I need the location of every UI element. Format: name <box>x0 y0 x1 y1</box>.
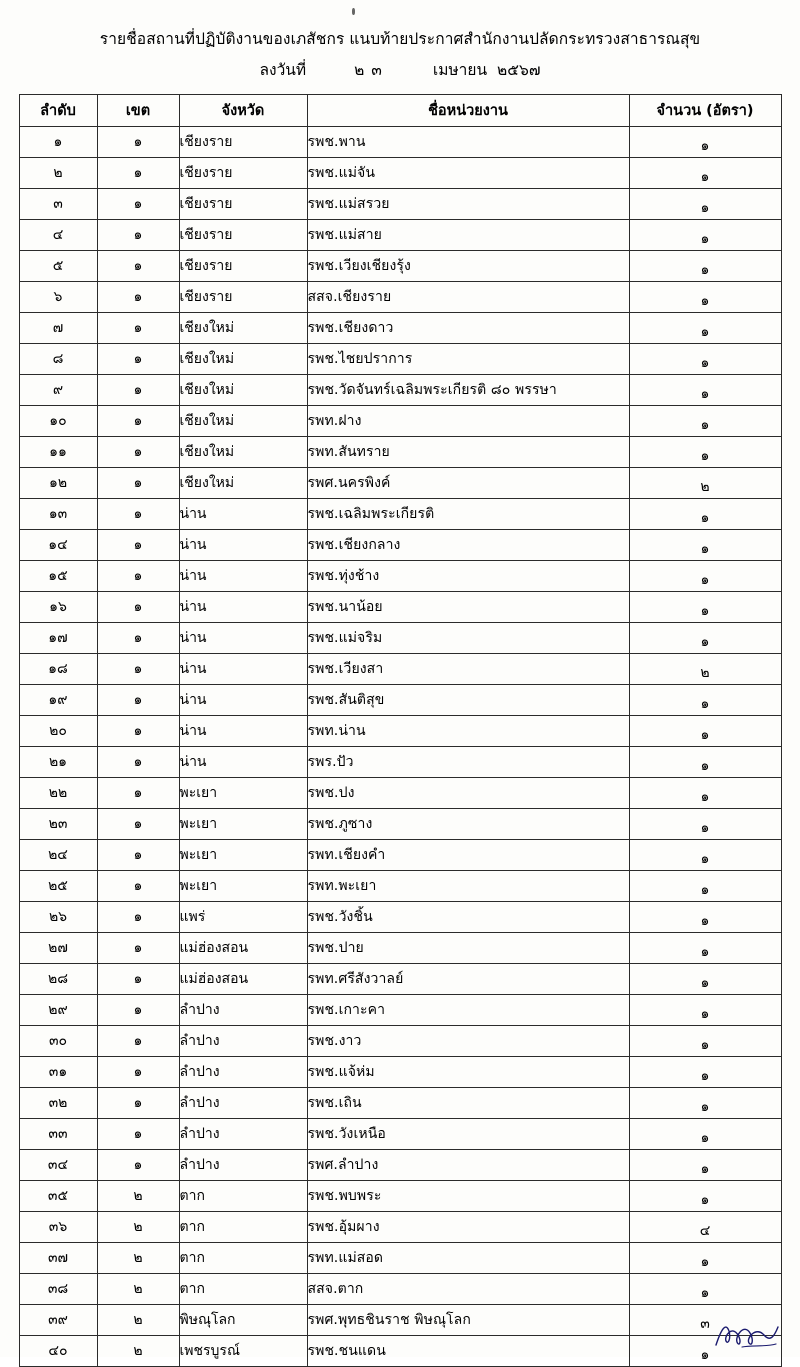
cell-count <box>629 685 781 716</box>
cell-unit: รพช.เชียงดาว <box>307 313 629 344</box>
cell-province: แพร่ <box>179 902 307 933</box>
cell-zone: ๑ <box>97 592 179 623</box>
cell-no: ๒๘ <box>19 964 97 995</box>
cell-count <box>629 623 781 654</box>
cell-zone: ๑ <box>97 964 179 995</box>
cell-no: ๑๖ <box>19 592 97 623</box>
table-row <box>19 499 781 530</box>
cell-zone: ๑ <box>97 840 179 871</box>
cell-unit: รพช.ปง <box>307 778 629 809</box>
cell-unit: สสจ.ตาก <box>307 1274 629 1305</box>
cell-unit: รพช.ภูซาง <box>307 809 629 840</box>
table-row <box>19 344 781 375</box>
cell-province: ลำปาง <box>179 1088 307 1119</box>
table-row <box>19 902 781 933</box>
cell-count-value: ๑ <box>700 1099 710 1115</box>
cell-unit: รพช.งาว <box>307 1026 629 1057</box>
cell-count-value: ๑ <box>700 696 710 712</box>
table-row <box>19 1336 781 1367</box>
cell-unit: รพศ.นครพิงค์ <box>307 468 629 499</box>
cell-count-value: ๑ <box>700 169 710 185</box>
cell-zone: ๑ <box>97 778 179 809</box>
document-header <box>0 0 800 82</box>
column-header-zone: เขต <box>97 95 179 127</box>
cell-province: น่าน <box>179 499 307 530</box>
cell-count <box>629 716 781 747</box>
cell-count <box>629 747 781 778</box>
cell-count <box>629 313 781 344</box>
cell-count <box>629 189 781 220</box>
cell-unit: รพช.สันติสุข <box>307 685 629 716</box>
cell-no: ๑๕ <box>19 561 97 592</box>
cell-province: พะเยา <box>179 778 307 809</box>
cell-count-value: ๑ <box>700 882 710 898</box>
cell-count-value: ๑ <box>700 1161 710 1177</box>
table-row <box>19 685 781 716</box>
table-row <box>19 127 781 158</box>
table-row <box>19 158 781 189</box>
document-title: รายชื่อสถานที่ปฏิบัติงานของเภสัชกร แนบท้ายประกาศสำนักงานปลัดกระทรวงสาธารณสุข <box>99 30 701 48</box>
cell-no: ๒๖ <box>19 902 97 933</box>
cell-count <box>629 809 781 840</box>
cell-no: ๑๑ <box>19 437 97 468</box>
cell-province: เชียงใหม่ <box>179 375 307 406</box>
date-day: ๒๓ <box>354 61 389 79</box>
cell-zone: ๑ <box>97 716 179 747</box>
cell-zone: ๑ <box>97 1026 179 1057</box>
table-row <box>19 995 781 1026</box>
cell-count-value: ๒ <box>700 479 710 495</box>
cell-count-value: ๑ <box>700 1006 710 1022</box>
cell-no: ๔๐ <box>19 1336 97 1367</box>
cell-no: ๒๔ <box>19 840 97 871</box>
cell-zone: ๑ <box>97 902 179 933</box>
cell-unit: รพท.เชียงคำ <box>307 840 629 871</box>
cell-no: ๑๙ <box>19 685 97 716</box>
cell-count-value: ๑ <box>700 386 710 402</box>
table-row <box>19 1274 781 1305</box>
cell-province: ตาก <box>179 1181 307 1212</box>
cell-no: ๓๑ <box>19 1057 97 1088</box>
cell-count <box>629 778 781 809</box>
table-row <box>19 933 781 964</box>
cell-zone: ๑ <box>97 189 179 220</box>
cell-zone: ๒ <box>97 1336 179 1367</box>
table-row <box>19 747 781 778</box>
cell-unit: รพช.ชนแดน <box>307 1336 629 1367</box>
cell-province: เชียงราย <box>179 251 307 282</box>
cell-count-value: ๔ <box>699 1223 711 1239</box>
table-row <box>19 220 781 251</box>
cell-count <box>629 964 781 995</box>
cell-count-value: ๑ <box>700 510 710 526</box>
cell-count <box>629 158 781 189</box>
page-top-mark <box>352 8 355 15</box>
table-row <box>19 561 781 592</box>
cell-no: ๔ <box>19 220 97 251</box>
table-row <box>19 1181 781 1212</box>
column-header-unit: ชื่อหน่วยงาน <box>307 95 629 127</box>
cell-unit: รพช.วังเหนือ <box>307 1119 629 1150</box>
cell-no: ๓๓ <box>19 1119 97 1150</box>
cell-no: ๗ <box>19 313 97 344</box>
cell-zone: ๑ <box>97 406 179 437</box>
cell-no: ๓๘ <box>19 1274 97 1305</box>
cell-province: เชียงราย <box>179 158 307 189</box>
cell-province: น่าน <box>179 685 307 716</box>
cell-unit: รพช.เวียงเชียงรุ้ง <box>307 251 629 282</box>
table-row <box>19 623 781 654</box>
cell-province: น่าน <box>179 654 307 685</box>
cell-count <box>629 1026 781 1057</box>
cell-no: ๒๓ <box>19 809 97 840</box>
cell-zone: ๒ <box>97 1305 179 1336</box>
cell-zone: ๑ <box>97 561 179 592</box>
cell-zone: ๑ <box>97 654 179 685</box>
cell-count <box>629 220 781 251</box>
cell-province: เชียงใหม่ <box>179 406 307 437</box>
cell-zone: ๑ <box>97 995 179 1026</box>
cell-province: เชียงใหม่ <box>179 313 307 344</box>
cell-province: พะเยา <box>179 840 307 871</box>
column-header-no: ลำดับ <box>19 95 97 127</box>
cell-count <box>629 1150 781 1181</box>
cell-count-value: ๑ <box>700 820 710 836</box>
table-row <box>19 1057 781 1088</box>
cell-zone: ๑ <box>97 220 179 251</box>
cell-count-value: ๑ <box>700 293 710 309</box>
cell-zone: ๑ <box>97 1150 179 1181</box>
cell-province: พิษณุโลก <box>179 1305 307 1336</box>
cell-unit: รพศ.ลำปาง <box>307 1150 629 1181</box>
cell-zone: ๑ <box>97 530 179 561</box>
cell-count <box>629 251 781 282</box>
cell-count <box>629 282 781 313</box>
cell-count-value: ๒ <box>700 665 710 681</box>
cell-count-value: ๑ <box>700 975 710 991</box>
cell-unit: รพท.สันทราย <box>307 437 629 468</box>
table-row <box>19 406 781 437</box>
cell-province: ตาก <box>179 1212 307 1243</box>
cell-unit: รพท.ศรีสังวาลย์ <box>307 964 629 995</box>
cell-province: ตาก <box>179 1274 307 1305</box>
table-row <box>19 251 781 282</box>
cell-zone: ๑ <box>97 158 179 189</box>
cell-count <box>629 561 781 592</box>
cell-province: เชียงใหม่ <box>179 344 307 375</box>
cell-zone: ๒ <box>97 1212 179 1243</box>
cell-count <box>629 1274 781 1305</box>
table-header-row <box>19 95 781 127</box>
cell-count <box>629 127 781 158</box>
cell-unit: รพช.เถิน <box>307 1088 629 1119</box>
cell-no: ๒๒ <box>19 778 97 809</box>
date-month: เมษายน <box>432 61 488 79</box>
cell-no: ๑ <box>19 127 97 158</box>
cell-count-value: ๑ <box>700 572 710 588</box>
cell-zone: ๑ <box>97 933 179 964</box>
cell-count <box>629 1336 781 1367</box>
cell-province: เชียงราย <box>179 282 307 313</box>
cell-province: เชียงใหม่ <box>179 437 307 468</box>
cell-unit: รพช.แม่จัน <box>307 158 629 189</box>
cell-count <box>629 933 781 964</box>
cell-no: ๓๒ <box>19 1088 97 1119</box>
cell-zone: ๑ <box>97 499 179 530</box>
cell-no: ๒ <box>19 158 97 189</box>
cell-zone: ๑ <box>97 871 179 902</box>
cell-count-value: ๑ <box>700 1285 710 1301</box>
cell-zone: ๑ <box>97 747 179 778</box>
cell-unit: รพช.วัดจันทร์เฉลิมพระเกียรติ ๘๐ พรรษา <box>307 375 629 406</box>
cell-count-value: ๑ <box>700 355 710 371</box>
cell-unit: รพช.อุ้มผาง <box>307 1212 629 1243</box>
cell-count <box>629 1181 781 1212</box>
column-header-count: จำนวน (อัตรา) <box>629 95 781 127</box>
cell-count-value: ๑ <box>700 138 710 154</box>
cell-province: ลำปาง <box>179 995 307 1026</box>
cell-count-value: ๑ <box>700 758 710 774</box>
cell-count <box>629 1243 781 1274</box>
cell-count-value: ๑ <box>700 541 710 557</box>
cell-no: ๓๕ <box>19 1181 97 1212</box>
cell-count <box>629 1119 781 1150</box>
cell-count <box>629 902 781 933</box>
cell-province: น่าน <box>179 623 307 654</box>
cell-province: เชียงราย <box>179 127 307 158</box>
cell-unit: รพร.ปัว <box>307 747 629 778</box>
cell-no: ๑๘ <box>19 654 97 685</box>
cell-zone: ๑ <box>97 685 179 716</box>
table-body <box>19 127 781 1367</box>
table-row <box>19 840 781 871</box>
cell-no: ๓ <box>19 189 97 220</box>
cell-no: ๓๖ <box>19 1212 97 1243</box>
table-row <box>19 1305 781 1336</box>
cell-count-value: ๑ <box>700 231 710 247</box>
cell-count-value: ๑ <box>700 1254 710 1270</box>
date-label: ลงวันที่ <box>259 61 307 79</box>
cell-unit: รพช.วังชิ้น <box>307 902 629 933</box>
table-row <box>19 871 781 902</box>
date-year: ๒๕๖๗ <box>497 61 541 79</box>
cell-unit: รพช.ทุ่งช้าง <box>307 561 629 592</box>
cell-count-value: ๑ <box>700 1192 710 1208</box>
cell-no: ๒๕ <box>19 871 97 902</box>
cell-no: ๙ <box>19 375 97 406</box>
cell-province: น่าน <box>179 561 307 592</box>
cell-count <box>629 406 781 437</box>
cell-count-value: ๑ <box>700 324 710 340</box>
cell-unit: รพช.ปาย <box>307 933 629 964</box>
cell-no: ๑๐ <box>19 406 97 437</box>
cell-province: น่าน <box>179 592 307 623</box>
cell-unit: รพช.ไชยปราการ <box>307 344 629 375</box>
cell-zone: ๑ <box>97 1119 179 1150</box>
table-row <box>19 313 781 344</box>
cell-count-value: ๑ <box>700 262 710 278</box>
column-header-province: จังหวัด <box>179 95 307 127</box>
cell-count-value: ๑ <box>700 1037 710 1053</box>
cell-count-value: ๑ <box>700 417 710 433</box>
cell-no: ๖ <box>19 282 97 313</box>
cell-no: ๒๗ <box>19 933 97 964</box>
assignment-table <box>19 94 782 1367</box>
cell-province: น่าน <box>179 716 307 747</box>
cell-count <box>629 530 781 561</box>
cell-no: ๑๗ <box>19 623 97 654</box>
cell-no: ๓๙ <box>19 1305 97 1336</box>
table-row <box>19 1119 781 1150</box>
cell-province: ลำปาง <box>179 1026 307 1057</box>
cell-province: ลำปาง <box>179 1057 307 1088</box>
cell-count <box>629 871 781 902</box>
table-row <box>19 654 781 685</box>
cell-province: พะเยา <box>179 809 307 840</box>
cell-count <box>629 375 781 406</box>
cell-province: น่าน <box>179 530 307 561</box>
cell-count <box>629 1088 781 1119</box>
cell-no: ๒๑ <box>19 747 97 778</box>
cell-unit: รพช.เชียงกลาง <box>307 530 629 561</box>
cell-count <box>629 995 781 1026</box>
cell-zone: ๑ <box>97 127 179 158</box>
cell-count-value: ๑ <box>700 727 710 743</box>
cell-count <box>629 344 781 375</box>
cell-count-value: ๑ <box>700 1068 710 1084</box>
cell-no: ๕ <box>19 251 97 282</box>
cell-unit: รพท.แม่สอด <box>307 1243 629 1274</box>
table-row <box>19 375 781 406</box>
cell-count-value: ๑ <box>700 851 710 867</box>
cell-count-value: ๓ <box>700 1316 710 1332</box>
cell-no: ๑๒ <box>19 468 97 499</box>
cell-unit: รพช.แจ้ห่ม <box>307 1057 629 1088</box>
cell-unit: รพช.เกาะคา <box>307 995 629 1026</box>
cell-province: เพชรบูรณ์ <box>179 1336 307 1367</box>
cell-zone: ๑ <box>97 251 179 282</box>
cell-no: ๒๐ <box>19 716 97 747</box>
table-row <box>19 1088 781 1119</box>
cell-province: เชียงราย <box>179 189 307 220</box>
cell-province: ลำปาง <box>179 1150 307 1181</box>
cell-count <box>629 654 781 685</box>
table-row <box>19 778 781 809</box>
cell-count-value: ๑ <box>700 944 710 960</box>
cell-province: แม่ฮ่องสอน <box>179 933 307 964</box>
table-row <box>19 1150 781 1181</box>
cell-unit: รพช.เวียงสา <box>307 654 629 685</box>
cell-no: ๑๓ <box>19 499 97 530</box>
cell-count-value: ๑ <box>700 200 710 216</box>
cell-zone: ๒ <box>97 1274 179 1305</box>
cell-zone: ๑ <box>97 282 179 313</box>
cell-province: เชียงราย <box>179 220 307 251</box>
cell-unit: รพท.ฝาง <box>307 406 629 437</box>
table-row <box>19 716 781 747</box>
cell-unit: รพช.แม่สาย <box>307 220 629 251</box>
cell-province: เชียงใหม่ <box>179 468 307 499</box>
cell-count <box>629 437 781 468</box>
cell-no: ๓๐ <box>19 1026 97 1057</box>
cell-unit: รพท.น่าน <box>307 716 629 747</box>
cell-zone: ๑ <box>97 313 179 344</box>
cell-unit: รพช.พาน <box>307 127 629 158</box>
table-row <box>19 809 781 840</box>
cell-no: ๓๔ <box>19 1150 97 1181</box>
cell-count-value: ๑ <box>700 448 710 464</box>
cell-unit: รพช.พบพระ <box>307 1181 629 1212</box>
table-row <box>19 1243 781 1274</box>
cell-zone: ๑ <box>97 1057 179 1088</box>
cell-zone: ๑ <box>97 809 179 840</box>
cell-zone: ๑ <box>97 1088 179 1119</box>
cell-count <box>629 468 781 499</box>
cell-count <box>629 592 781 623</box>
document-date-line <box>0 57 800 82</box>
table-row <box>19 437 781 468</box>
cell-no: ๒๙ <box>19 995 97 1026</box>
cell-count <box>629 499 781 530</box>
cell-count-value: ๑ <box>700 634 710 650</box>
table-row <box>19 1212 781 1243</box>
cell-zone: ๑ <box>97 437 179 468</box>
cell-count-value: ๑ <box>700 1130 710 1146</box>
cell-zone: ๑ <box>97 344 179 375</box>
cell-count-value: ๑ <box>700 1347 710 1363</box>
cell-province: น่าน <box>179 747 307 778</box>
cell-count <box>629 1305 781 1336</box>
cell-unit: รพช.นาน้อย <box>307 592 629 623</box>
cell-zone: ๑ <box>97 468 179 499</box>
table-row <box>19 468 781 499</box>
cell-province: แม่ฮ่องสอน <box>179 964 307 995</box>
cell-zone: ๒ <box>97 1181 179 1212</box>
cell-zone: ๑ <box>97 623 179 654</box>
cell-count-value: ๑ <box>700 603 710 619</box>
cell-count-value: ๑ <box>700 913 710 929</box>
table-row <box>19 592 781 623</box>
table-row <box>19 964 781 995</box>
table-row <box>19 282 781 313</box>
cell-province: ลำปาง <box>179 1119 307 1150</box>
cell-unit: รพช.แม่สรวย <box>307 189 629 220</box>
table-row <box>19 530 781 561</box>
cell-zone: ๑ <box>97 375 179 406</box>
cell-unit: รพช.แม่จริม <box>307 623 629 654</box>
cell-unit: สสจ.เชียงราย <box>307 282 629 313</box>
cell-province: พะเยา <box>179 871 307 902</box>
cell-count <box>629 840 781 871</box>
cell-no: ๑๔ <box>19 530 97 561</box>
cell-unit: รพศ.พุทธชินราช พิษณุโลก <box>307 1305 629 1336</box>
cell-count <box>629 1212 781 1243</box>
cell-no: ๘ <box>19 344 97 375</box>
table-row <box>19 189 781 220</box>
cell-unit: รพท.พะเยา <box>307 871 629 902</box>
cell-count <box>629 1057 781 1088</box>
table-row <box>19 1026 781 1057</box>
cell-no: ๓๗ <box>19 1243 97 1274</box>
cell-province: ตาก <box>179 1243 307 1274</box>
cell-zone: ๒ <box>97 1243 179 1274</box>
cell-count-value: ๑ <box>700 789 710 805</box>
cell-unit: รพช.เฉลิมพระเกียรติ <box>307 499 629 530</box>
